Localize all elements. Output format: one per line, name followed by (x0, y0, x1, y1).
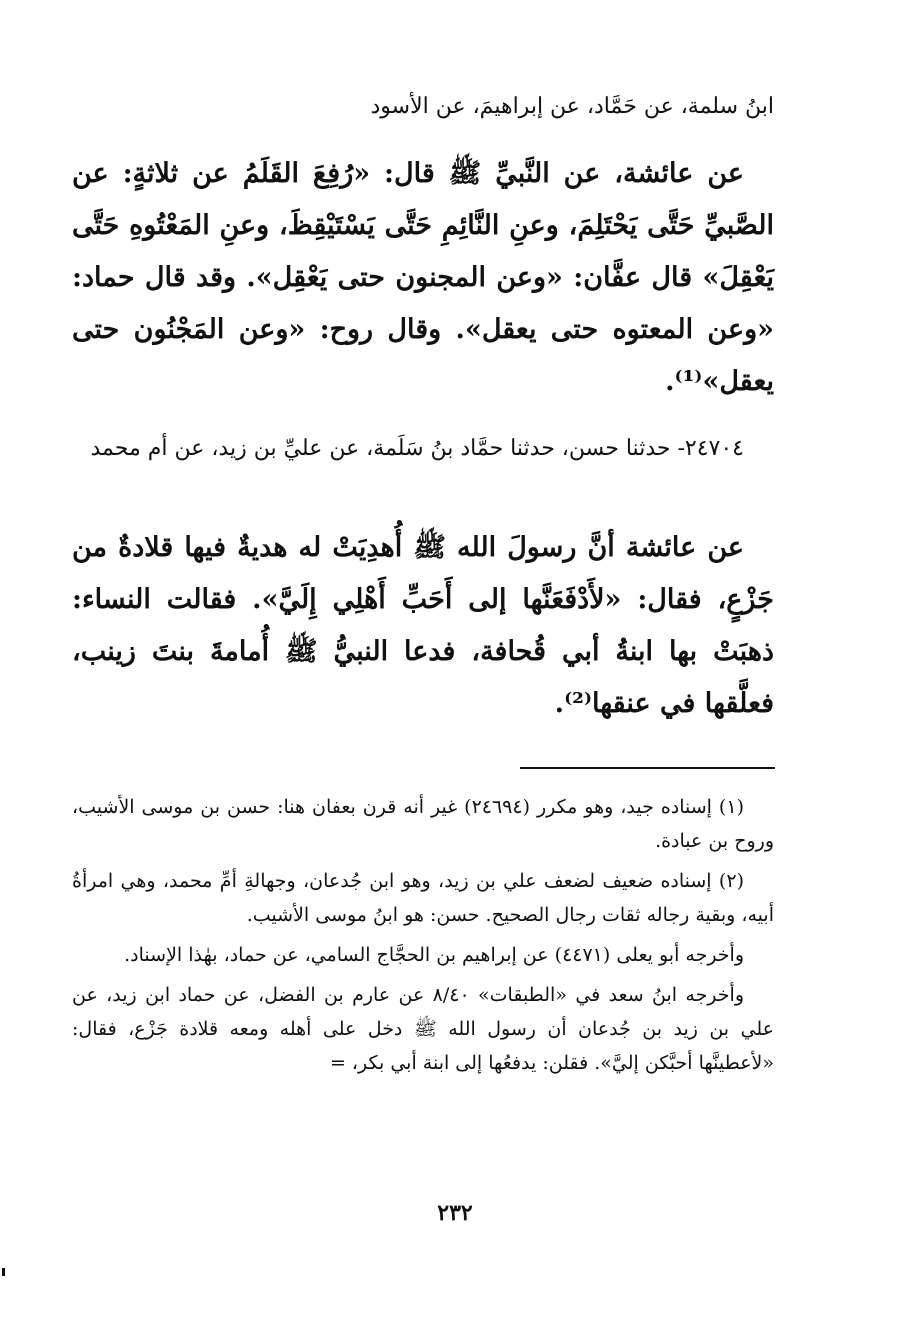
footnotes (72, 790, 774, 1086)
hadith-2-matn: عن عائشة أنَّ رسولَ الله ﷺ أُهدِيَتْ له هديةٌ فيها قلادةٌ من جَزْعٍ، فقال: «لأَدْفَعَنَّها إلى أَحَبِّ أَهْلِي إِلَيَّ». فقالت النساء: ذهبَتْ بها ابنةُ أبي قُحافة، فدعا النبيُّ ﷺ أُمامةَ بنتَ زينب، فعلَّقها في عنقها⁽²⁾. (72, 532, 774, 719)
footnote-2-continuation-2: وأخرجه ابنُ سعد في «الطبقات» ٨/٤٠ عن عارم بن الفضل، عن حماد ابن زيد، عن علي بن زيد بن جُدعان أن رسول الله ﷺ دخل على أهله ومعه قلادة جَزْع، فقال: «لأعطينَّها أحبَّكن إليَّ». فقلن: يدفعُها إلى ابنة أبي بكر، = (72, 984, 774, 1074)
footnote-2-continuation-1: وأخرجه أبو يعلى (٤٤٧١) عن إبراهيم بن الحجَّاج السامي، عن حماد، بهٰذا الإسناد. (124, 944, 744, 966)
scan-edge-mark (2, 1268, 5, 1276)
footnote-separator (520, 767, 775, 769)
footnote-2: (٢) إسناده ضعيف لضعف علي بن زيد، وهو ابن جُدعان، وجهالةِ أمِّ محمد، وهي امرأةُ أبيه، وبقية رجاله ثقات رجال الصحيح. حسن: هو ابنُ موسى الأشيب. (72, 870, 774, 926)
hadith-1-matn: عن عائشة، عن النَّبيِّ ﷺ قال: «رُفِعَ القَلَمُ عن ثلاثةٍ: عن الصَّبيِّ حَتَّى يَحْتَلِمَ، وعنِ النَّائِمِ حَتَّى يَسْتَيْقِظَ، وعنِ المَعْتُوهِ حَتَّى يَعْقِلَ» قال عفَّان: «وعن المجنون حتى يَعْقِل». وقد قال حماد: «وعن المعتوه حتى يعقل». وقال روح: «وعن المَجْنُون حتى يعقل»⁽¹⁾. (72, 158, 774, 397)
footnote-1: (١) إسناده جيد، وهو مكرر (٢٤٦٩٤) غير أنه قرن بعفان هنا: حسن بن موسى الأشيب، وروح بن عبادة. (72, 796, 774, 852)
header-isnad: ابنُ سلمة، عن حَمَّاد، عن إبراهيمَ، عن الأسود (370, 94, 774, 119)
page-number: ٢٣٢ (437, 1200, 473, 1226)
hadith-2-isnad: ٢٤٧٠٤- حدثنا حسن، حدثنا حمَّاد بنُ سَلَمة، عن عليِّ بن زيد، عن أم محمد (90, 436, 744, 461)
